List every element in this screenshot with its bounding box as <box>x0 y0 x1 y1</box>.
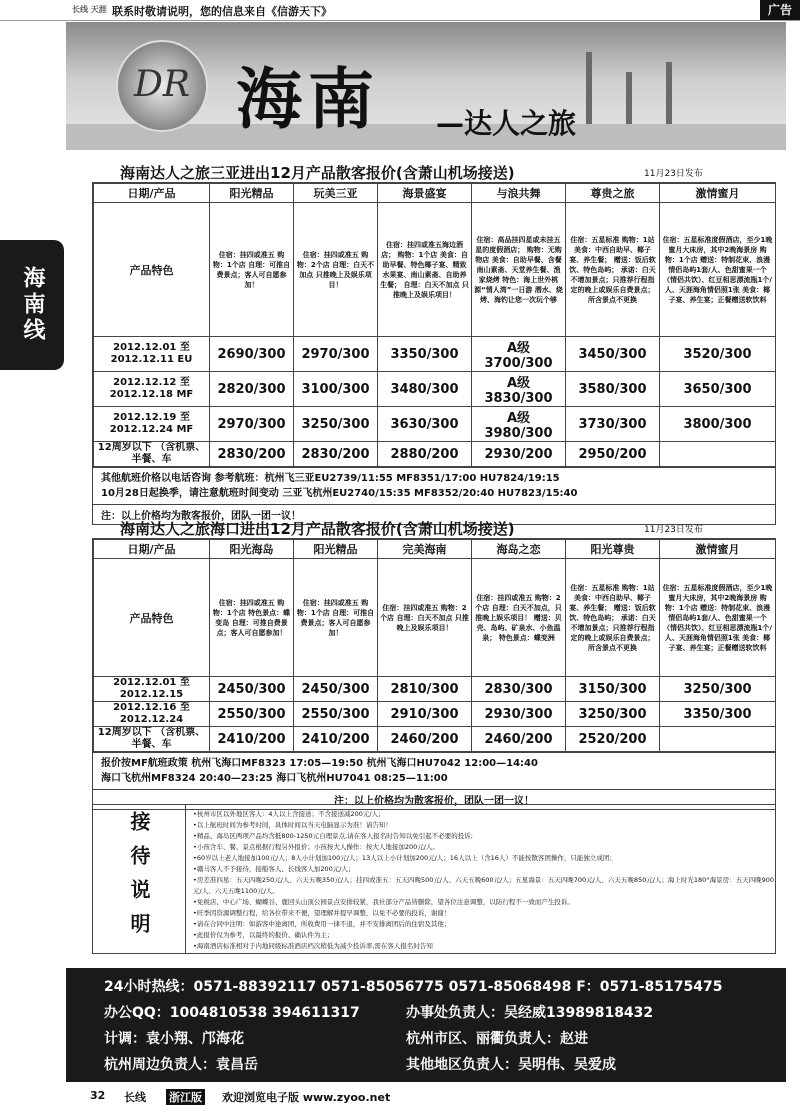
office-manager-text: 办事处负责人：吴经威13989818432 <box>406 1005 654 1021</box>
reception-item: •精品、海岛区两项产品均含抵800-1250元自理景点,请在客人报名时告知以免引起不必要的投诉; <box>193 832 473 840</box>
section-tab: 海南线 <box>0 240 64 370</box>
price-cell: 2910/300 <box>378 702 472 727</box>
price-cell: 2520/200 <box>566 727 660 752</box>
price-cell: 3730/300 <box>566 407 660 442</box>
price-cell: 2970/300 <box>294 337 378 372</box>
price-cell: 2830/300 <box>472 677 566 702</box>
date-cell: 2012.12.19 至 2012.12.24 MF <box>94 407 210 442</box>
price-cell: 2550/300 <box>210 702 294 727</box>
table-row <box>94 407 776 442</box>
table-header-row <box>94 184 776 203</box>
price-cell: 2970/300 <box>210 407 294 442</box>
price-cell: 2450/300 <box>210 677 294 702</box>
reception-item: •小孩含车、餐、景点根据行程另外报价；小孩按大人操作：按大人地接加200元/人。 <box>193 843 439 851</box>
price-cell: 3100/300 <box>294 372 378 407</box>
price-cell: 2830/200 <box>294 442 378 467</box>
column-header: 尊贵之旅 <box>566 184 660 203</box>
reception-item: •以上航班时间为参考时间，具体时间以当天电脑显示为准！请告知！ <box>193 821 392 829</box>
reception-item: •免税店、中心广场、蝴蝶谷、鹿回头山顶公园景点安排较紧，我社部分产品皆删除，望各位注意调整，以防行程不一致而产生投诉。 <box>193 898 574 906</box>
reception-item: •60岁以上老人地接加100元/人；8人小计划加100元/人；13人以上小计划加200元/人；16人以上（含16人）不能按散客团操作，只能独立成团； <box>193 854 616 862</box>
price-cell <box>660 442 776 467</box>
table-row <box>94 337 776 372</box>
price-cell: 3250/300 <box>660 677 776 702</box>
feature-cell: 住宿：挂四或准五 购物：2个店 自理：白天不加点，只推晚上娱乐项目！ 赠送：贝壳、岛屿、矿泉水、小鱼温泉； 特色景点：蝶变洲 <box>472 559 566 677</box>
column-header: 玩美三亚 <box>294 184 378 203</box>
table-row <box>94 372 776 407</box>
price-cell: A级3980/300 <box>472 407 566 442</box>
reception-item: •房差准四星：五天四晚250元/人、六天五晚350元/人；挂四或准五：五天四晚500元/人、六天五晚600元/人；五星海景：五天四晚700元/人、六天五晚850元/人；海上时光180°海景房：五天四晚900元/人、六天五晚1100元/人。 <box>193 876 774 895</box>
ad-tag: 广告 <box>760 0 800 20</box>
contact-footer <box>66 968 786 1082</box>
hero-title: 海南 <box>236 60 380 138</box>
price-cell: 3350/300 <box>378 337 472 372</box>
city-manager-text: 杭州市区、丽衢负责人：赵进 <box>406 1031 588 1047</box>
price-cell: 2450/300 <box>294 677 378 702</box>
haikou-title: 海南达人之旅海口进出12月产品散客报价(含萧山机场接送) <box>120 520 515 538</box>
date-cell: 12周岁以下 （含机票、半餐、车 <box>94 727 210 752</box>
feature-cell: 住宿：挂四或准五 购物：2个店 自理：白天不加点 只推晚上及娱乐项目！ <box>294 203 378 337</box>
price-cell: 3630/300 <box>378 407 472 442</box>
feature-cell: 住宿：高品挂四星或未挂五星的度假酒店； 购物：无购物店 美食：自助早餐、含餐南山素斋、天堂养生餐、渔家烧烤 特色：海上世外桃源“情人湾”一日游 潜水、烧烤、海钓让您一次玩个够 <box>472 203 566 337</box>
around-manager-text: 杭州周边负责人：袁昌岳 <box>104 1057 258 1073</box>
reception-item: •此报价仅为参考，以最终的报价、确认件为主； <box>193 931 334 939</box>
sanya-title: 海南达人之旅三亚进出12月产品散客报价(含萧山机场接送) <box>120 164 515 182</box>
column-header: 激情蜜月 <box>660 540 776 559</box>
feature-cell: 住宿：挂四或准五 购物：1个店 自理：可推自费景点；客人可自愿参加！ <box>294 559 378 677</box>
price-cell: 2690/300 <box>210 337 294 372</box>
date-cell: 2012.12.12 至 2012.12.18 MF <box>94 372 210 407</box>
table-row <box>94 442 776 467</box>
price-cell: 3520/300 <box>660 337 776 372</box>
contact-notice: 联系时敬请说明，您的信息来自《信游天下》 <box>112 5 332 18</box>
column-header: 日期/产品 <box>94 540 210 559</box>
feature-label: 产品特色 <box>94 559 210 677</box>
date-cell: 12周岁以下 （含机票、半餐、车 <box>94 442 210 467</box>
sanya-price-table <box>92 182 776 525</box>
reception-heading: 接待说明 <box>93 805 186 953</box>
price-cell: A级3830/300 <box>472 372 566 407</box>
feature-cell: 住宿：挂四或准五 购物：1个店 特色景点：蝶变岛 自理：可推自费景点；客人可自愿参加！ <box>210 559 294 677</box>
price-cell: 3480/300 <box>378 372 472 407</box>
column-header: 海景盛宴 <box>378 184 472 203</box>
price-cell: 2460/200 <box>378 727 472 752</box>
date-cell: 2012.12.16 至 2012.12.24 <box>94 702 210 727</box>
date-cell: 2012.12.01 至 2012.12.15 <box>94 677 210 702</box>
planner-text: 计调：袁小翔、邝海花 <box>104 1031 244 1047</box>
column-header: 阳光海岛 <box>210 540 294 559</box>
column-header: 海岛之恋 <box>472 540 566 559</box>
haikou-note: 注：以上价格均为散客报价，团队一团一议！ <box>93 789 775 809</box>
flight-line: 海口飞杭州MF8324 20:40—23:25 海口飞杭州HU7041 08:25—11:00 <box>101 773 448 784</box>
price-cell: 3150/300 <box>566 677 660 702</box>
feature-cell: 住宿：挂四或准五 购物：1个店 自理：可推自费景点；客人可自愿参加！ <box>210 203 294 337</box>
table-row <box>94 677 776 702</box>
other-manager-text: 其他地区负责人：吴明伟、吴爱成 <box>406 1057 616 1073</box>
feature-cell: 住宿：五星标准 购物：1站 美食：中西自助早、椰子宴、养生餐； 赠送：饭后软饮、特色岛屿； 承诺：白天不增加景点；只推荐行程指定的晚上或娱乐自费景点；所含景点不更换 <box>566 203 660 337</box>
haikou-flight-info <box>93 752 775 789</box>
column-header: 阳光精品 <box>294 540 378 559</box>
feature-cell: 住宿：挂四或准五 购物：2个店 自理：白天不加点 只推晚上及娱乐项目！ <box>378 559 472 677</box>
price-cell: 3650/300 <box>660 372 776 407</box>
reception-item: •请在合同中注明：如游客中途离团，所收费用一律不退，并不安排离团后的住宿及其他； <box>193 920 451 928</box>
table-row <box>94 727 776 752</box>
top-banner <box>0 0 800 21</box>
price-cell: 3580/300 <box>566 372 660 407</box>
price-cell: 2880/200 <box>378 442 472 467</box>
reception-item: •赣马客人不予接待，接船客人、长线客人加200元/人； <box>193 865 355 873</box>
column-header: 激情蜜月 <box>660 184 776 203</box>
price-cell: 2950/200 <box>566 442 660 467</box>
sanya-note: 注：以上价格均为散客报价，团队一团一议！ <box>93 504 775 524</box>
price-cell: 3450/300 <box>566 337 660 372</box>
price-cell <box>660 727 776 752</box>
price-cell: 3800/300 <box>660 407 776 442</box>
reception-item: •海南酒店标准相对于内地同级标准酒店档次稍低为减少投诉率,需在客人报名时告知 <box>193 942 433 950</box>
column-header: 阳光尊贵 <box>566 540 660 559</box>
hero-banner <box>66 22 786 150</box>
qq-text: 办公QQ：1004810538 394611317 <box>104 1005 360 1021</box>
column-header: 与浪共舞 <box>472 184 566 203</box>
table-row <box>94 702 776 727</box>
reception-item: •旺季因资源调整行程，给各位带来不便，望理解并提早调整，以免不必要的投诉，谢谢！ <box>193 909 451 917</box>
column-header: 日期/产品 <box>94 184 210 203</box>
ad-page <box>66 22 786 1082</box>
reception-item: •杭州市区以外地区客人：4人以上含接送；不含接送减200元/人； <box>193 810 385 818</box>
feature-row <box>94 559 776 677</box>
price-cell: 2460/200 <box>472 727 566 752</box>
reception-notes <box>92 804 776 954</box>
brand-badge: DR <box>116 40 208 132</box>
price-cell: 2830/200 <box>210 442 294 467</box>
flight-line: 报价按MF航班政策 杭州飞海口MF8323 17:05—19:50 杭州飞海口HU7042 12:00—14:40 <box>101 758 538 769</box>
table-header-row <box>94 540 776 559</box>
flight-line: 10月28日起换季，请注意航班时间变动 三亚飞杭州EU2740/15:35 MF8352/20:40 HU7823/15:40 <box>101 488 578 499</box>
website-link[interactable]: 欢迎浏览电子版 www.zyoo.net <box>222 1091 391 1104</box>
date-cell: 2012.12.01 至 2012.12.11 EU <box>94 337 210 372</box>
reception-list <box>193 809 775 952</box>
price-cell: A级3700/300 <box>472 337 566 372</box>
edition-badge: 浙江版 <box>166 1089 205 1105</box>
haikou-price-table <box>92 538 776 810</box>
hero-subtitle: —达人之旅 <box>436 107 577 140</box>
page-footer <box>0 1086 800 1105</box>
price-cell: 2810/300 <box>378 677 472 702</box>
price-cell: 2820/300 <box>210 372 294 407</box>
price-cell: 2410/200 <box>210 727 294 752</box>
feature-label: 产品特色 <box>94 203 210 337</box>
haikou-publish-date: 11月23日发布 <box>644 525 703 535</box>
column-header: 完美海南 <box>378 540 472 559</box>
feature-cell: 住宿：挂四或准五海边酒店； 购物：1个店 美食：自助早餐、特色椰子宴、精致水果宴、南山素斋、自助养生餐； 自理：白天不加点 只推晚上及娱乐项目！ <box>378 203 472 337</box>
price-cell: 2550/300 <box>294 702 378 727</box>
feature-row <box>94 203 776 337</box>
feature-cell: 住宿：五星标准度假酒店，至少1晚蜜月大床房，其中2晚海景房 购物：1个店 赠送：特制花束、浪漫情侣岛屿1套/人、色甜蜜果一个（情侣共饮）、红豆相思漂流瓶1个/人、天涯海角情侣照1张 美食：椰子宴、养生宴；正餐赠送软饮料 <box>660 203 776 337</box>
price-cell: 3250/300 <box>294 407 378 442</box>
sanya-flight-info <box>93 467 775 504</box>
price-cell: 3350/300 <box>660 702 776 727</box>
hotline-text: 24小时热线：0571-88392117 0571-85056775 0571-85068498 F：0571-85175475 <box>104 979 723 995</box>
flight-line: 其他航班价格以电话咨询 参考航班：杭州飞三亚EU2739/11:55 MF8351/17:00 HU7824/19:15 <box>101 473 560 484</box>
page-number: 32 <box>90 1089 106 1102</box>
publication-logo: 长线 天涯 <box>72 5 107 14</box>
footer-brand: 长线 <box>124 1091 146 1104</box>
sanya-publish-date: 11月23日发布 <box>644 169 703 179</box>
feature-cell: 住宿：五星标准 购物：1站 美食：中西自助早、椰子宴、养生餐； 赠送：饭后软饮、特色岛屿； 承诺：白天不增加景点；只推荐行程指定的晚上或娱乐自费景点；所含景点不更换 <box>566 559 660 677</box>
price-cell: 3250/300 <box>566 702 660 727</box>
price-cell: 2930/200 <box>472 442 566 467</box>
price-cell: 2930/300 <box>472 702 566 727</box>
column-header: 阳光精品 <box>210 184 294 203</box>
price-cell: 2410/200 <box>294 727 378 752</box>
feature-cell: 住宿：五星标准度假酒店，至少1晚蜜月大床房，其中2晚海景房 购物：1个店 赠送：特制花束、浪漫情侣岛屿1套/人、色甜蜜果一个（情侣共饮）、红豆相思漂流瓶1个/人、天涯海角情侣照1张 美食：椰子宴、养生宴；正餐赠送软饮料 <box>660 559 776 677</box>
